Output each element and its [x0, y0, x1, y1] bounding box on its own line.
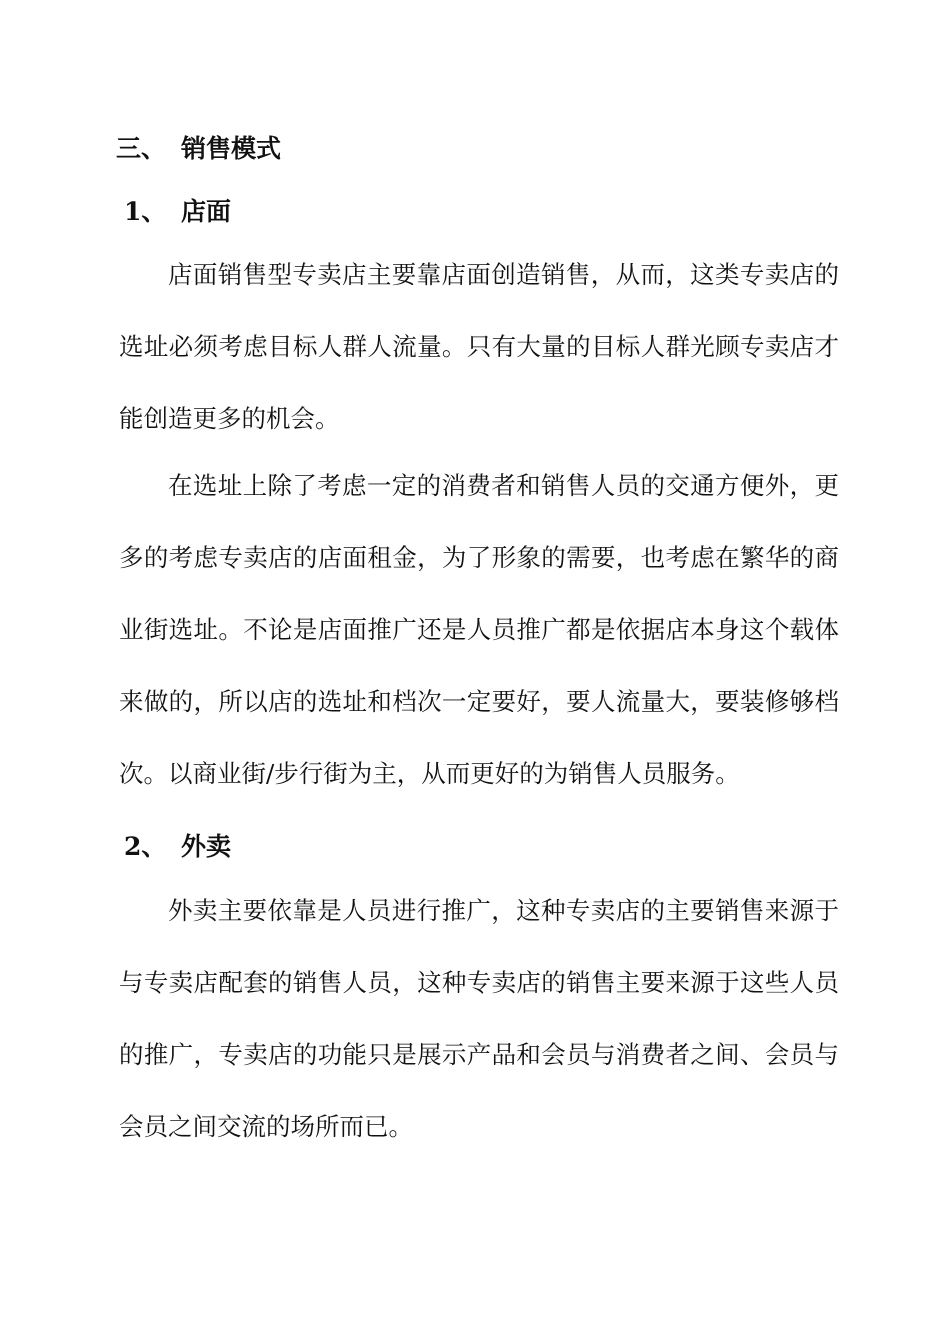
paragraph-takeout-1: 外卖主要依靠是人员进行推广，这种专卖店的主要销售来源于与专卖店配套的销售人员，这种专卖店的销售主要来源于这些人员的推广，专卖店的功能只是展示产品和会员与消费者之间、会员与会员之间交流的场所而已。 [119, 896, 839, 1141]
paragraph-storefront-2: 在选址上除了考虑一定的消费者和销售人员的交通方便外，更多的考虑专卖店的店面租金，为了形象的需要，也考虑在繁华的商业街选址。不论是店面推广还是人员推广都是依据店本身这个载体来做的，所以店的选址和档次一定要好，要人流量大，要装修够档次。以商业街/步行街为主，从而更好的为销售人员服务。 [119, 471, 839, 788]
section-number: 三、 [116, 134, 167, 163]
paragraph-storefront-1: 店面销售型专卖店主要靠店面创造销售，从而，这类专卖店的选址必须考虑目标人群人流量。只有大量的目标人群光顾专卖店才能创造更多的机会。 [119, 260, 839, 433]
subsection-number: 1、 [124, 197, 167, 226]
subsection-number: 2、 [124, 832, 167, 861]
section-title: 销售模式 [181, 134, 282, 163]
subsection-title: 外卖 [181, 832, 232, 861]
subsection-title: 店面 [181, 197, 232, 226]
